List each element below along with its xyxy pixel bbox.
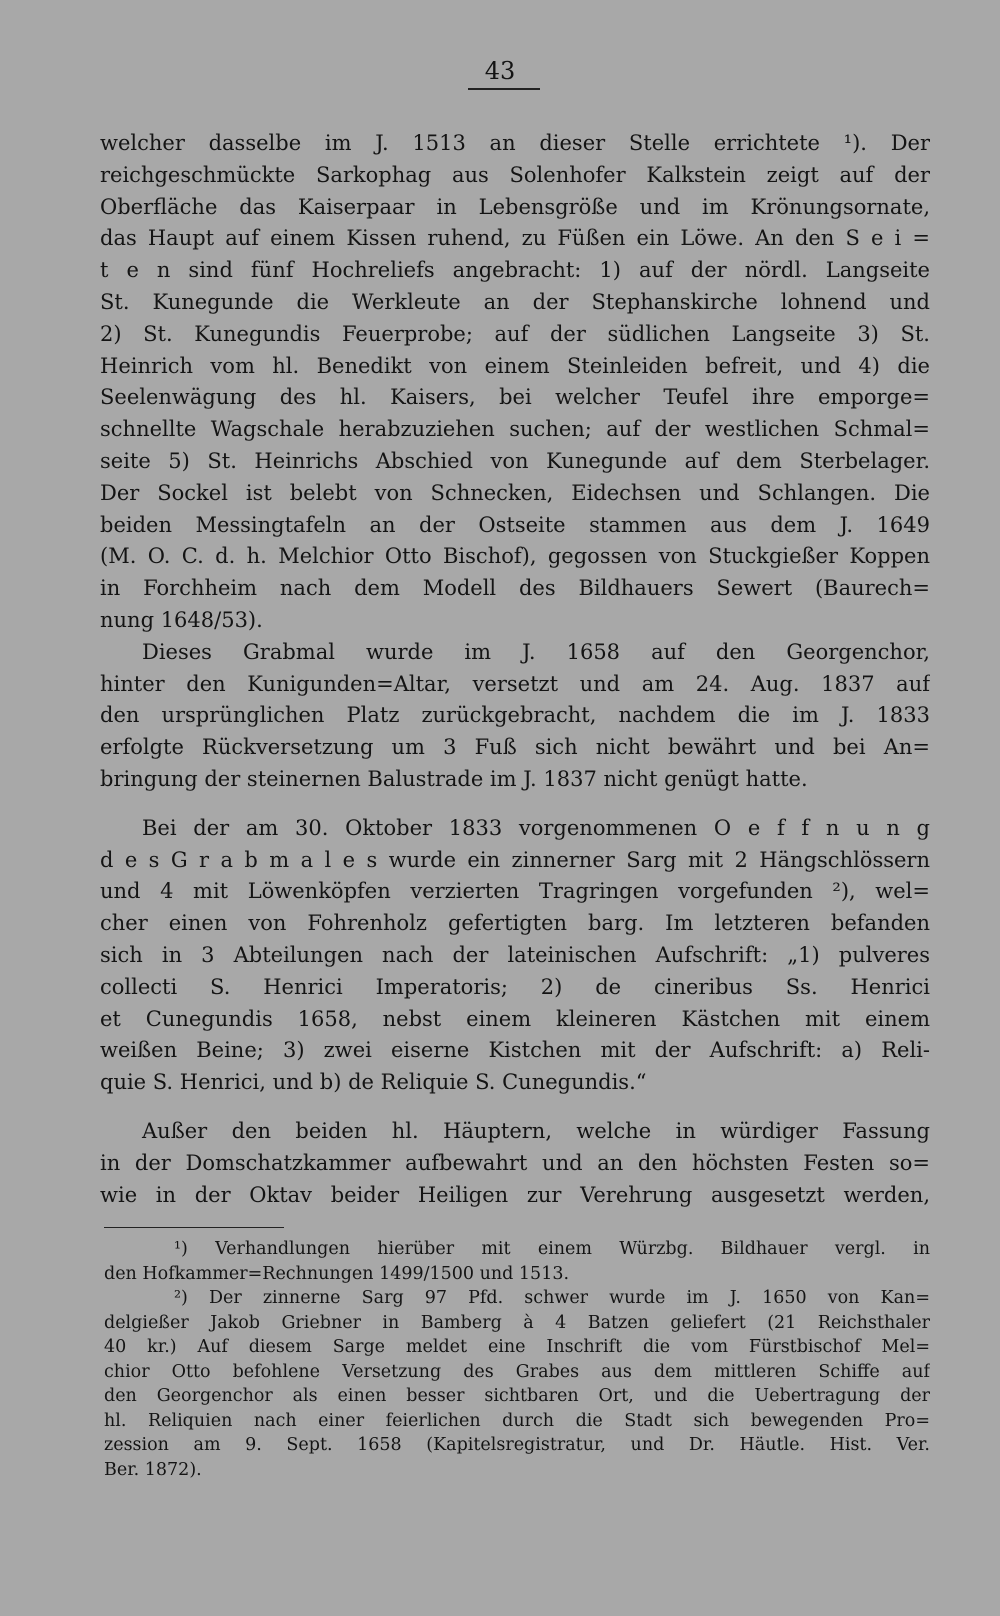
paragraph-opening <box>100 813 930 1099</box>
footnote-line: Ber. 1872). <box>104 1459 202 1480</box>
text-line: schnellte Wagschale herabzuziehen suchen; auf der westlichen Schmal= <box>100 417 930 442</box>
text-line: d e s G r a b m a l e s wurde ein zinnerner Sarg mit 2 Hängschlössern <box>100 847 930 872</box>
text-line: in Forchheim nach dem Modell des Bildhauers Sewert (Baurech= <box>100 576 930 601</box>
text-line: weißen Beine; 3) zwei eiserne Kistchen mit der Aufschrift: a) Reli- <box>100 1038 930 1063</box>
text-line: hinter den Kunigunden=Altar, versetzt und am 24. Aug. 1837 auf <box>100 671 930 696</box>
footnote-line: den Hofkammer=Rechnungen 1499/1500 und 1513. <box>104 1263 570 1284</box>
text-line: sich in 3 Abteilungen nach der lateinischen Aufschrift: „1) pulveres <box>100 942 930 967</box>
paragraph-sarcophagus <box>100 128 930 637</box>
text-line: erfolgte Rückversetzung um 3 Fuß sich nicht bewährt und bei An= <box>100 735 930 760</box>
footnotes <box>104 1237 930 1482</box>
footnote-line: zession am 9. Sept. 1658 (Kapitelsregistratur, und Dr. Häutle. Hist. Ver. <box>104 1435 930 1455</box>
footnote-2 <box>104 1286 930 1482</box>
text-line: das Haupt auf einem Kissen ruhend, zu Füßen ein Löwe. An den S e i = <box>100 226 930 251</box>
footnote-line: hl. Reliquien nach einer feierlichen durch die Stadt sich bewegenden Pro= <box>104 1410 930 1431</box>
text-line: quie S. Henrici, und b) de Reliquie S. Cunegundis.“ <box>100 1070 647 1095</box>
footnote-line: ¹) Verhandlungen hierüber mit einem Würzbg. Bildhauer vergl. in <box>174 1239 930 1259</box>
main-text <box>100 128 930 1211</box>
text-line: den ursprünglichen Platz zurückgebracht, nachdem die im J. 1833 <box>100 703 930 728</box>
text-line: Seelenwägung des hl. Kaisers, bei welcher Teufel ihre emporge= <box>100 385 930 410</box>
text-line: wie in der Oktav beider Heiligen zur Verehrung ausgesetzt werden, <box>100 1182 930 1207</box>
page-number-rule <box>468 88 540 90</box>
text-line: bringung der steinernen Balustrade im J. 1837 nicht genügt hatte. <box>100 766 808 791</box>
page-number: 43 <box>484 57 516 85</box>
footnote-line: ²) Der zinnerne Sarg 97 Pfd. schwer wurde im J. 1650 von Kan= <box>174 1288 930 1308</box>
text-line: in der Domschatzkammer aufbewahrt und an den höchsten Festen so= <box>100 1150 930 1175</box>
text-line: welcher dasselbe im J. 1513 an dieser Stelle errichtete ¹). Der <box>100 131 930 155</box>
footnote-line: den Georgenchor als einen besser sichtbaren Ort, und die Uebertragung der <box>104 1386 930 1406</box>
text-line: et Cunegundis 1658, nebst einem kleineren Kästchen mit einem <box>100 1006 930 1031</box>
text-line: Dieses Grabmal wurde im J. 1658 auf den Georgenchor, <box>142 639 930 664</box>
text-line: t e n sind fünf Hochreliefs angebracht: 1) auf der nördl. Langseite <box>100 258 930 283</box>
text-line: Heinrich vom hl. Benedikt von einem Steinleiden befreit, und 4) die <box>100 353 930 378</box>
text-line: beiden Messingtafeln an der Ostseite stammen aus dem J. 1649 <box>100 512 930 537</box>
text-line: und 4 mit Löwenköpfen verzierten Tragringen vorgefunden ²), wel= <box>100 879 930 904</box>
paragraph-relocation <box>100 637 930 796</box>
paragraph-heads <box>100 1116 930 1211</box>
footnote-line: delgießer Jakob Griebner in Bamberg à 4 Batzen geliefert (21 Reichsthaler <box>104 1312 930 1333</box>
text-line: Oberfläche das Kaiserpaar in Lebensgröße und im Krönungsornate, <box>100 194 930 219</box>
text-line: (M. O. C. d. h. Melchior Otto Bischof), gegossen von Stuckgießer Koppen <box>100 544 930 569</box>
text-line: collecti S. Henrici Imperatoris; 2) de cineribus Ss. Henrici <box>100 974 930 999</box>
footnote-line: chior Otto befohlene Versetzung des Grabes aus dem mittleren Schiffe auf <box>104 1361 930 1382</box>
footnote-line: 40 kr.) Auf diesem Sarge meldet eine Inschrift die vom Fürstbischof Mel= <box>104 1337 930 1357</box>
text-line: St. Kunegunde die Werkleute an der Stephanskirche lohnend und <box>100 289 930 314</box>
text-line: nung 1648/53). <box>100 607 263 632</box>
text-line: Außer den beiden hl. Häuptern, welche in würdiger Fassung <box>142 1118 930 1143</box>
text-line: 2) St. Kunegundis Feuerprobe; auf der südlichen Langseite 3) St. <box>100 321 930 346</box>
footnote-rule <box>104 1227 284 1228</box>
text-line: cher einen von Fohrenholz gefertigten barg. Im letzteren befanden <box>100 911 930 936</box>
text-line: reichgeschmückte Sarkophag aus Solenhofer Kalkstein zeigt auf der <box>100 162 930 187</box>
text-line: seite 5) St. Heinrichs Abschied von Kunegunde auf dem Sterbelager. <box>100 448 930 473</box>
footnote-1 <box>104 1237 930 1286</box>
text-line: Bei der am 30. Oktober 1833 vorgenommenen O e f f n u n g <box>142 815 930 840</box>
text-line: Der Sockel ist belebt von Schnecken, Eidechsen und Schlangen. Die <box>100 480 930 505</box>
